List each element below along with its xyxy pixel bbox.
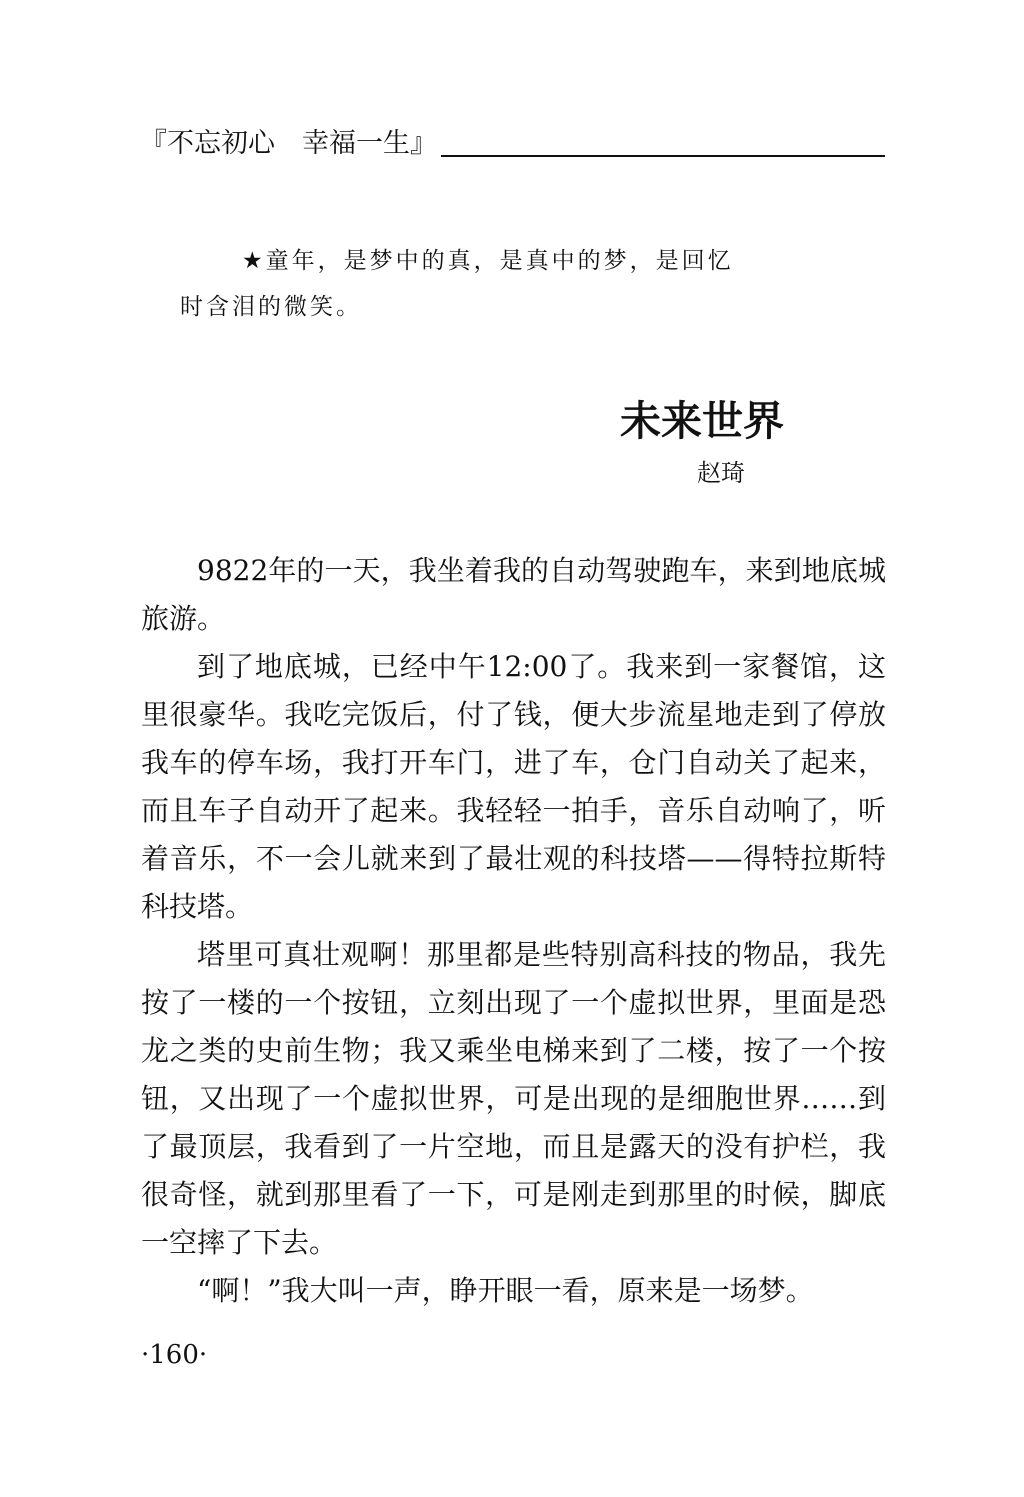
page-number: ·160· — [141, 1340, 208, 1370]
paragraph: 到了地底城，已经中午12:00了。我来到一家餐馆，这里很豪华。我吃完饭后，付了钱，便大步流星地走到了停放我车的停车场，我打开车门，进了车，仓门自动关了起来，而且车子自动开了起来。我轻轻一拍手，音乐自动响了，听着音乐，不一会儿就来到了最壮观的科技塔——得特拉斯特科技塔。 — [141, 650, 886, 923]
quote-line-2: 时含泪的微笑。 — [180, 294, 362, 320]
article-body — [141, 547, 886, 1315]
running-header — [140, 128, 885, 162]
article-title: 未来世界 — [620, 397, 784, 445]
paragraph: “啊！”我大叫一声，睁开眼一看，原来是一场梦。 — [197, 1274, 814, 1307]
paragraph: 塔里可真壮观啊！那里都是些特别高科技的物品，我先按了一楼的一个按钮，立刻出现了一个虚拟世界，里面是恐龙之类的史前生物；我又乘坐电梯来到了二楼，按了一个按钮，又出现了一个虚拟世界，可是出现的是细胞世界……到了最顶层，我看到了一片空地，而且是露天的没有护栏，我很奇怪，就到那里看了一下，可是刚走到那里的时候，脚底一空摔了下去。 — [141, 938, 886, 1259]
epigraph-quote — [180, 238, 780, 330]
article-author: 赵琦 — [697, 459, 745, 487]
quote-line-1: ★童年，是梦中的真，是真中的梦，是回忆 — [242, 248, 734, 274]
paragraph: 9822年的一天，我坐着我的自动驾驶跑车，来到地底城旅游。 — [141, 554, 886, 635]
book-title: 『不忘初心 幸福一生』 — [140, 128, 441, 160]
